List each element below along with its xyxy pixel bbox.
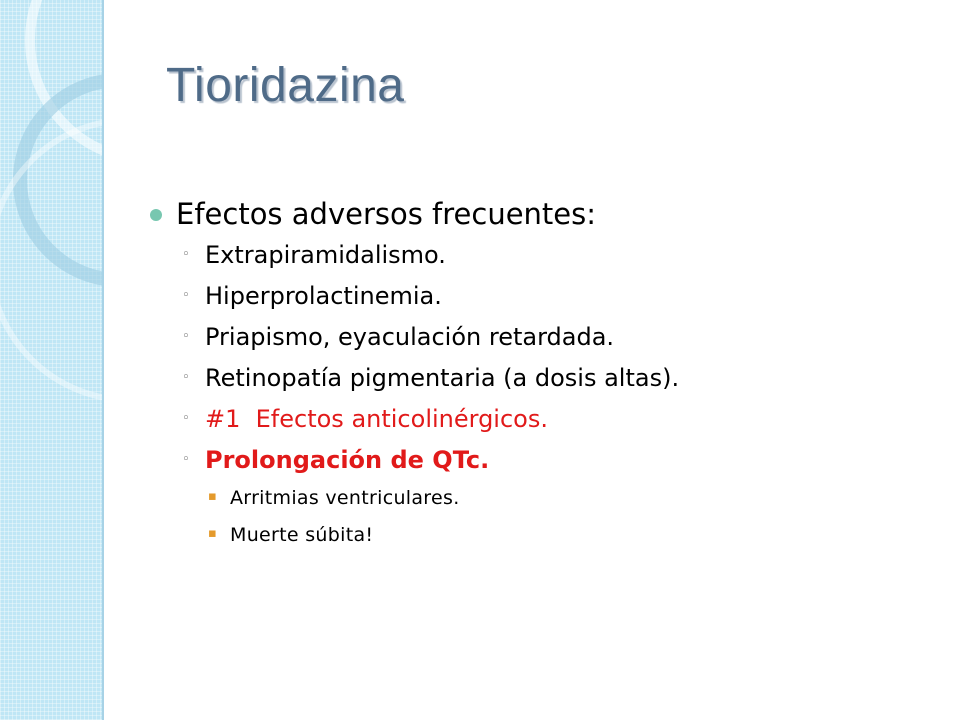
sub-bullet-text: Priapismo, eyaculación retardada. (205, 323, 615, 351)
sub-bullet (150, 240, 940, 281)
sub-sub-bullet (150, 523, 940, 560)
sidebar-circles-decoration (0, 0, 104, 720)
bullet-dot-icon (150, 209, 162, 221)
decorative-sidebar (0, 0, 104, 720)
ring-bullet-icon: ◦ (182, 411, 190, 426)
ring-bullet-icon: ◦ (182, 452, 190, 467)
sub-sub-bullet-text: Arritmias ventriculares. (230, 487, 460, 509)
sub-bullet-text: #1 Efectos anticolinérgicos. (205, 405, 548, 433)
sub-bullet-text: Extrapiramidalismo. (205, 241, 446, 269)
sub-bullet-text: Retinopatía pigmentaria (a dosis altas). (205, 364, 680, 392)
ring-bullet-icon: ◦ (182, 370, 190, 385)
sub-bullet-highlight (150, 404, 940, 445)
bullet-list (150, 196, 940, 560)
ring-bullet-icon: ◦ (182, 288, 190, 303)
sub-sub-bullet-text: Muerte súbita! (230, 524, 374, 546)
diamond-bullet-icon: ▪ (208, 526, 218, 541)
slide-title: Tioridazina (166, 59, 405, 112)
diamond-bullet-icon: ▪ (208, 489, 218, 504)
ring-bullet-icon: ◦ (182, 329, 190, 344)
sub-bullet (150, 322, 940, 363)
sub-sub-bullet (150, 486, 940, 523)
sub-bullet (150, 281, 940, 322)
sub-bullet-emphasis (150, 445, 940, 486)
sub-bullet-text: Hiperprolactinemia. (205, 282, 442, 310)
ring-bullet-icon: ◦ (182, 247, 190, 262)
bullet-main-text: Efectos adversos frecuentes: (176, 197, 597, 231)
bullet-main (150, 196, 940, 240)
sub-bullet-text: Prolongación de QTc. (205, 446, 490, 474)
sub-bullet (150, 363, 940, 404)
